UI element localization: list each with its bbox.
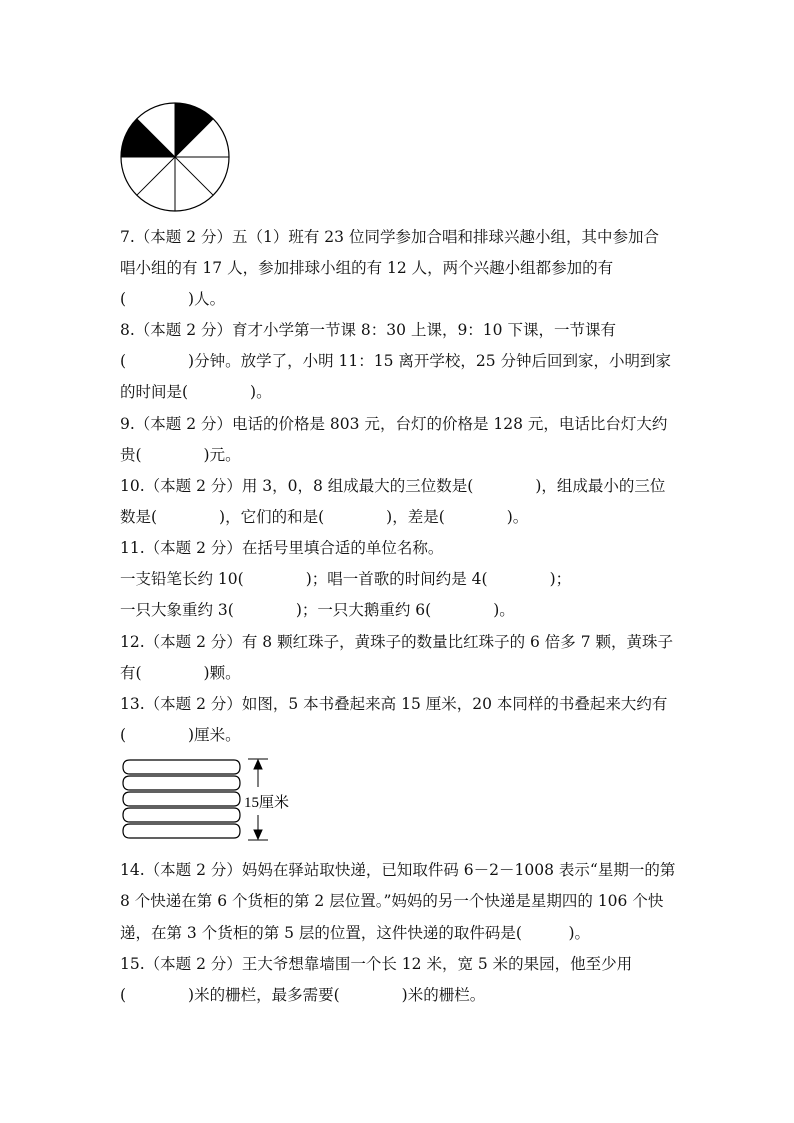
q11-line-3: 一只大象重约 3( )；一只大鹅重约 6( )。	[120, 601, 515, 619]
book-stack	[123, 760, 240, 838]
q14-line-1: 14.（本题 2 分）妈妈在驿站取快递，已知取件码 6－2－1008 表示“星期一的第	[120, 861, 676, 879]
q14-line-2: 8 个快递在第 6 个货柜的第 2 层位置。”妈妈的另一个快递是星期四的 106 个快	[120, 892, 664, 910]
shaded-sector-1	[175, 103, 213, 157]
book-3	[123, 792, 240, 806]
height-label: 15厘米	[244, 795, 290, 811]
q7-line-1: 7.（本题 2 分）五（1）班有 23 位同学参加合唱和排球兴趣小组，其中参加合	[120, 228, 659, 246]
q14-line-3: 递，在第 3 个货柜的第 5 层的位置，这件快递的取件码是( )。	[120, 924, 591, 942]
q10-line-2: 数是( )，它们的和是( )，差是( )。	[120, 508, 529, 526]
sector-dividers	[121, 103, 229, 211]
q13-line-1: 13.（本题 2 分）如图，5 本书叠起来高 15 厘米，20 本同样的书叠起来大约有	[120, 695, 668, 713]
q8-line-2: ( )分钟。放学了，小明 11：15 离开学校，25 分钟后回到家，小明到家	[120, 352, 672, 370]
book-stack-figure	[118, 755, 308, 847]
q15-line-2: ( )米的栅栏，最多需要( )米的栅栏。	[120, 986, 486, 1004]
q7-line-3: ( )人。	[120, 290, 226, 308]
q11-line-1: 11.（本题 2 分）在括号里填合适的单位名称。	[120, 539, 444, 557]
q13-line-2: ( )厘米。	[120, 726, 241, 744]
q9-line-1: 9.（本题 2 分）电话的价格是 803 元，台灯的价格是 128 元，电话比台灯大约	[120, 415, 668, 433]
q9-line-2: 贵( )元。	[120, 446, 241, 464]
q8-line-3: 的时间是( )。	[120, 383, 272, 401]
q12-line-1: 12.（本题 2 分）有 8 颗红珠子，黄珠子的数量比红珠子的 6 倍多 7 颗，黄珠子	[120, 633, 674, 651]
book-4	[123, 808, 240, 822]
fraction-circle-figure	[119, 101, 231, 213]
shaded-sector-2	[121, 119, 175, 157]
q10-line-1: 10.（本题 2 分）用 3，0，8 组成最大的三位数是( )，组成最小的三位	[120, 477, 666, 495]
book-2	[123, 776, 240, 790]
q12-line-2: 有( )颗。	[120, 664, 241, 682]
q7-line-2: 唱小组的有 17 人，参加排球小组的有 12 人，两个兴趣小组都参加的有	[120, 259, 614, 277]
q15-line-1: 15.（本题 2 分）王大爷想靠墙围一个长 12 米，宽 5 米的果园，他至少用	[120, 955, 633, 973]
q8-line-1: 8.（本题 2 分）育才小学第一节课 8：30 上课，9：10 下课，一节课有	[120, 321, 616, 339]
book-1	[123, 760, 240, 774]
q11-line-2: 一支铅笔长约 10( )；唱一首歌的时间约是 4( )；	[120, 570, 572, 588]
book-5	[123, 824, 240, 838]
